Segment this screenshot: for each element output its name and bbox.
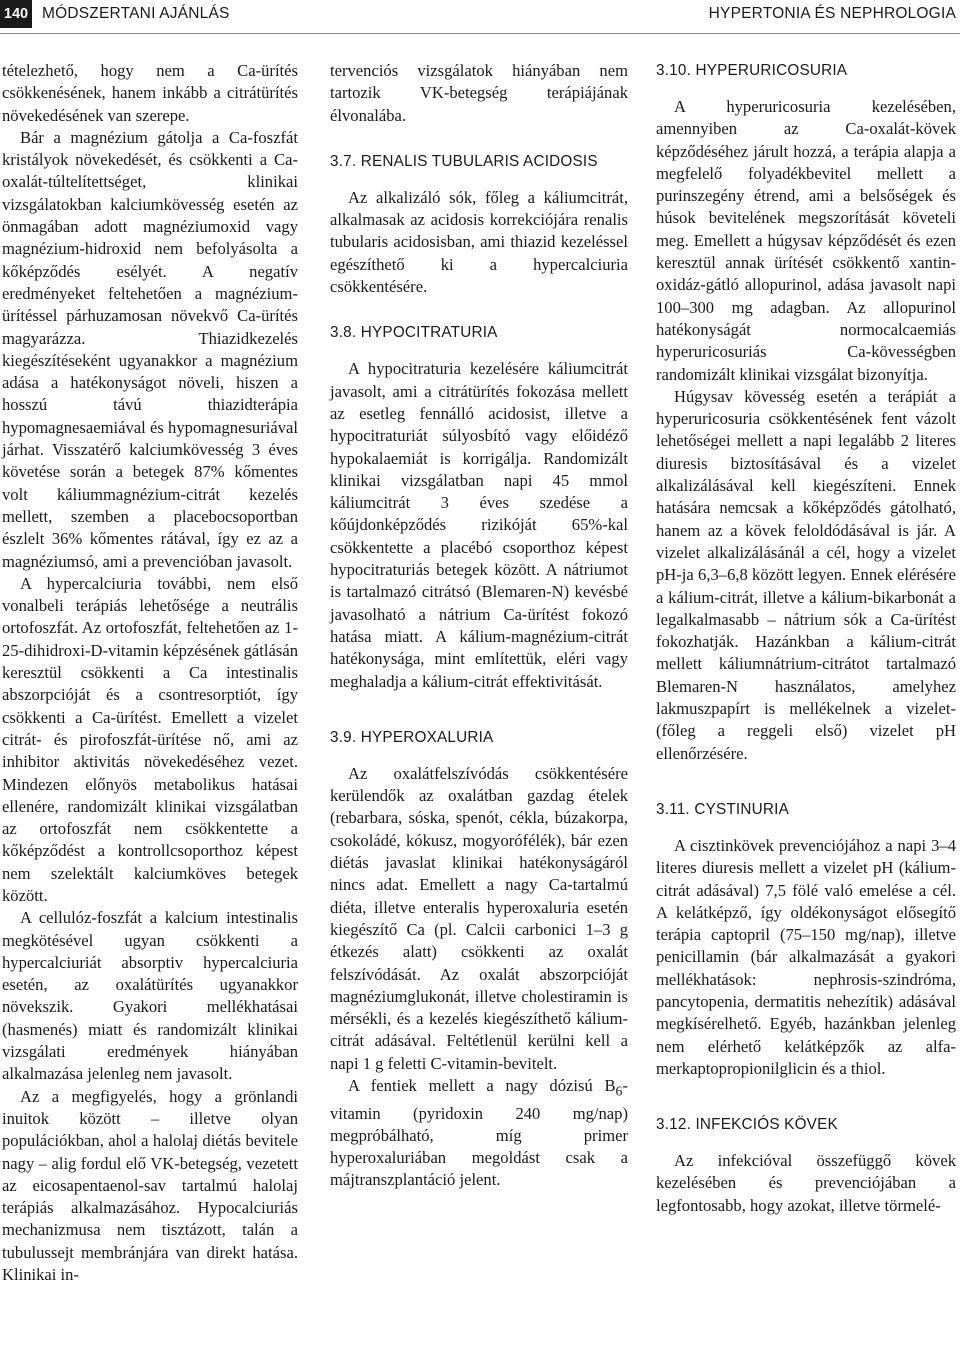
section-heading: 3.12. INFEKCIÓS KÖVEK [656, 1116, 838, 1134]
section-heading: 3.9. HYPEROXALURIA [330, 728, 494, 746]
page-header [0, 0, 960, 28]
paragraph: Az infekcióval összefüggő kövek kezelésében és prevenciójában a legfontosabb, hogy azokat, illetve törmelé- [656, 1151, 956, 1215]
paragraph: Az oxalátfelszívódás csökkentésére kerülendők az oxalátban gazdag ételek (rebarbara, sóska, spenót, cékla, búzakorpa, csokoládé, kókusz, mogyorófélék), bár ezen diétás javaslat klinikai hatékonyságáról nincs adat. Emellett a nagy Ca-tartalmú diéta, illetve enteralis hyperoxaluria esetén kiegészítő Ca (pl. Calcii carbonici 1–3 g étkezés alatt) csökkenti az oxalát felszívódását. Az oxalát abszorpcióját magnéziumglukonát, illetve cholestiramin is mérsékli, és a kezelés kiegészíthető kálium-citrát adásával. Feltétlenül kerülni kell a napi 1 g feletti C-vitamin-bevitelt. [330, 763, 628, 1073]
header-rule [0, 33, 960, 34]
column-right [656, 60, 956, 1217]
text-run: -vitamin (pyridoxin 240 mg/nap) megpróbálható, míg primer hyperoxaluriában megoldást csak a májtranszplantáció jelent. [330, 1075, 628, 1190]
paragraph: A cellulóz-foszfát a kalcium intestinalis megkötésével ugyan csökkenti a hypercalciuriát absorptiv hypercalciuria esetén, az oxalátürítés ugyanakkor növekszik. Gyakori mellékhatásai (hasmenés) miatt és randomizált klinikai vizsgálati eredmények hiányában alkalmazása jelenleg nem javasolt. [2, 908, 298, 1084]
paragraph: Az a megfigyelés, hogy a grönlandi inuitok között – illetve olyan populációkban, ahol a halolaj diétás bevitele nagy – alig fordul elő VK-betegség, vezetett az eicosapentaenol-sav tartalmú halolaj terápiás alkalmazásához. Hypocalciuriás mechanizmusa nem tisztázott, talán a tubulussejt membránjára van direkt hatása. Klinikai in- [2, 1086, 298, 1285]
column-left [2, 60, 298, 1286]
running-title-left: MÓDSZERTANI AJÁNLÁS [42, 5, 230, 22]
paragraph: A hypocitraturia kezelésére káliumcitrát javasolt, ami a citrátürítés fokozása mellett az esetleg fennálló acidosist, illetve a hypocitraturiát súlyosbító vagy előidéző hypokalaemiát is korrigálja. Randomizált klinikai vizsgálatban napi 45 mmol káliumcitrát 3 éves szedése a kőújdonképződés rizikóját 65%-kal csökkentette a placébó csoporthoz képest hypocitraturiás betegek között. A nátriumot is tartalmazó citrátsó (Blemaren-N) kevésbé javasolható a nátrium Ca-ürítést fokozó hatása miatt. A kálium-magnézium-citrát hatékonysága, mint említettük, eléri vagy meghaladja a kálium-citrát effektivitását. [330, 359, 628, 691]
page-number: 140 [0, 0, 32, 28]
paragraph: tervenciós vizsgálatok hiányában nem tartozik VK-betegség terápiájának élvonalába. [330, 61, 628, 125]
running-title-right: HYPERTONIA ÉS NEPHROLOGIA [708, 5, 956, 22]
subscript: 6 [615, 1083, 623, 1099]
section-heading: 3.11. CYSTINURIA [656, 800, 789, 818]
paragraph: tételezhető, hogy nem a Ca-ürítés csökkenésének, hanem inkább a citrátürítés növekedésének van szerepe. [2, 61, 298, 125]
paragraph: Az alkalizáló sók, főleg a káliumcitrát, alkalmasak az acidosis korrekciójára renalis tubularis acidosisban, ami thiazid kezeléssel egészíthető ki a hypercalciuria csökkentésére. [330, 187, 628, 297]
paragraph [330, 1075, 628, 1192]
section-heading: 3.10. HYPERURICOSURIA [656, 62, 848, 79]
column-middle [330, 60, 628, 1192]
section-heading: 3.8. HYPOCITRATURIA [330, 324, 498, 342]
paragraph: A hypercalciuria további, nem első vonalbeli terápiás lehetősége a neutrális ortofoszfát. Az ortofoszfát, feltehetően az 1-25-dihidroxi-D-vitamin képzésének gátlásán keresztül csökkenti a Ca intestinalis abszorpcióját és a csontresorptiót, így csökkenti a Ca-ürítést. Emellett a vizelet citrát- és pirofoszfát-ürítése nő, ami az inhibitor aktivitás növekedéséhez vezet. Mindezen előnyös metabolikus hatásai ellenére, randomizált klinikai vizsgálatban az ortofoszfát nem csökkentette a kőképződést a kontrollcsoporthoz képest nem szelektált kalciumköves betegek között. [2, 573, 298, 905]
paragraph: A cisztinkövek prevenciójához a napi 3–4 literes diuresis mellett a vizelet pH (kálium-citrát adásával) 7,5 fölé való emelése a cél. A kelátképző, így oldékonyságot elősegítő terápia captopril (75–150 mg/nap), illetve penicillamin (bár alkalmazását a gyakori mellékhatások: nephrosis-szindróma, pancytopenia, dermatitis nehezítik) adásával megkísérelhető. Egyéb, hazánkban jelenleg nem elérhető kelátképzők az alfa-merkaptopropionilglicin és a thiol. [656, 835, 956, 1078]
section-heading: 3.7. RENALIS TUBULARIS ACIDOSIS [330, 152, 598, 170]
text-run: A fentiek mellett a nagy dózisú B [348, 1075, 616, 1095]
paragraph: Húgysav kövesség esetén a terápiát a hyperuricosuria csökkentésének fent vázolt lehetőségei mellett a napi legalább 2 literes diuresis biztosításával és a vizelet alkalizálásával kell kiegészíteni. Ennek hatására nemcsak a kőképződés gátolható, hanem az a kövek feloldódásával is jár. A vizelet alkalizálásánál a cél, hogy a vizelet pH-ja 6,3–6,8 között legyen. Ennek elérésére a kálium-citrát, illetve a kálium-bikarbonát a legalkalmasabb – nátrium sók a Ca-ürítést fokozhatják. Hazánkban a kálium-citrát mellett káliumnátrium-citrátot tartalmazó Blemaren-N használatos, amelyhez lakmuszpapírt is mellékelnek a vizelet- (főleg a reggeli első) vizelet pH ellenőrzésére. [656, 386, 956, 763]
paragraph: A hyperuricosuria kezelésében, amennyiben az Ca-oxalát-kövek képződéséhez járult hozzá, a terápia alapja a megfelelő folyadékbevitel mellett a purinszegény étrend, ami a belsőségek és húsok bevitelének megszorítását követeli meg. Emellett a húgysav képződését és ezen keresztül annak ürítését csökkentő xantin-oxidáz-gátló allopurinol, adása javasolt napi 100–300 mg adagban. Az allopurinol hatékonyságát normocalcaemiás hyperuricosuriás Ca-kövességben randomizált klinikai vizsgálat bizonyítja. [656, 97, 956, 384]
paragraph: Bár a magnézium gátolja a Ca-foszfát kristályok növekedését, és csökkenti a Ca-oxalát-túltelítettséget, klinikai vizsgálatokban kalciumkövesség esetén az önmagában adott magnéziumoxid vagy magnézium-hidroxid nem befolyásolta a kőképződés esélyét. A negatív eredményeket feltehetően a magnézium-ürítéssel párhuzamosan növekvő Ca-ürítés magyarázza. Thiazidkezelés kiegészítéseként ugyanakkor a magnézium adása a hatékonyságot növeli, hiszen a hosszú távú thiazidterápia hypomagnesaemiával és hypomagnesuriával járhat. Visszatérő kalciumkövesség 3 éves követése során a betegek 87% kőmentes volt káliummagnézium-citrát kezelés mellett, szemben a placebocsoportban észlelt 36% kőmentes rátával, így ez az a magnéziumsó, ami a prevencióban javasolt. [2, 127, 298, 571]
